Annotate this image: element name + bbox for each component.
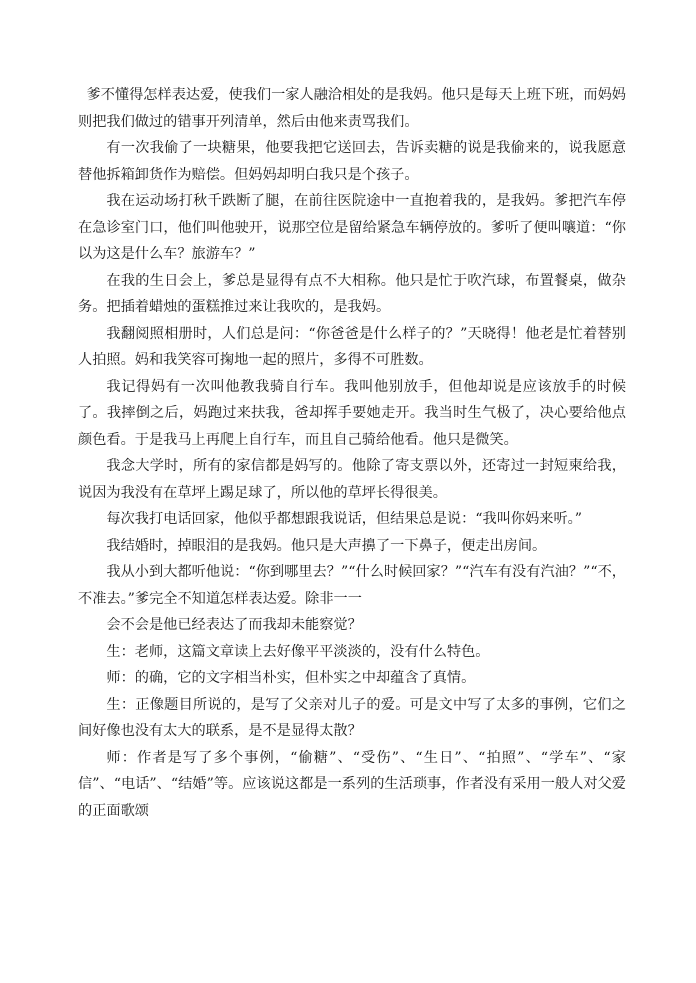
paragraph: 我记得妈有一次叫他教我骑自行车。我叫他别放手，但他却说是应该放手的时候了。我摔倒之后，妈跑过来扶我，爸却挥手要她走开。我当时生气极了，决心要给他点颜色看。于是我马上再爬上自行车，而且自己骑给他看。他只是微笑。 <box>78 378 626 448</box>
paragraph: 每次我打电话回家，他似乎都想跟我说话，但结果总是说：“我叫你妈来听。” <box>106 511 582 527</box>
paragraph: 我结婚时，掉眼泪的是我妈。他只是大声擤了一下鼻子，便走出房间。 <box>106 537 547 554</box>
paragraph: 我在运动场打秋千跌断了腿，在前往医院途中一直抱着我的，是我妈。爹把汽车停在急诊室门口，他们叫他驶开，说那空位是留给紧急车辆停放的。爹听了便叫嚷道：“你以为这是什么车？旅游车？” <box>78 193 626 262</box>
dialogue-teacher: 师：作者是写了多个事例，“偷糖”、“受伤”、“生日”、“拍照”、“学车”、“家信”、“电话”、“结婚”等。应该说这都是一系列的生活琐事，作者没有采用一般人对父爱的正面歌颂 <box>78 749 626 819</box>
paragraph: 我从小到大都听他说：“你到哪里去？”“什么时候回家？”“汽车有没有汽油？”“不，不准去。”爹完全不知道怎样表达爱。除非一一 <box>78 564 626 607</box>
paragraph: 爹不懂得怎样表达爱，使我们一家人融洽相处的是我妈。他只是每天上班下班，而妈妈则把我们做过的错事开列清单，然后由他来责骂我们。 <box>78 87 626 130</box>
paragraph: 在我的生日会上，爹总是显得有点不大相称。他只是忙于吹汽球，布置餐桌，做杂务。把插着蜡烛的蛋糕推过来让我吹的，是我妈。 <box>78 272 626 315</box>
paragraph: 有一次我偷了一块糖果，他要我把它送回去，告诉卖糖的说是我偷来的，说我愿意替他拆箱卸货作为赔偿。但妈妈却明白我只是个孩子。 <box>78 140 626 183</box>
paragraph: 我念大学时，所有的家信都是妈写的。他除了寄支票以外，还寄过一封短柬给我，说因为我没有在草坪上踢足球了，所以他的草坪长得很美。 <box>78 458 626 501</box>
dialogue-teacher: 师：的确，它的文字相当朴实，但朴实之中却蕴含了真情。 <box>106 670 476 686</box>
dialogue-student: 生：正像题目所说的，是写了父亲对儿子的爱。可是文中写了太多的事例，它们之间好像也没有太大的联系，是不是显得太散？ <box>78 696 626 739</box>
document-body <box>78 82 626 824</box>
paragraph: 我翻阅照相册时，人们总是问：“你爸爸是什么样子的？”天晓得！他老是忙着替别人拍照。妈和我笑容可掬地一起的照片，多得不可胜数。 <box>78 325 626 368</box>
dialogue-student: 生：老师，这篇文章读上去好像平平淡淡的，没有什么特色。 <box>106 643 490 660</box>
paragraph: 会不会是他已经表达了而我却未能察觉？ <box>106 617 362 633</box>
